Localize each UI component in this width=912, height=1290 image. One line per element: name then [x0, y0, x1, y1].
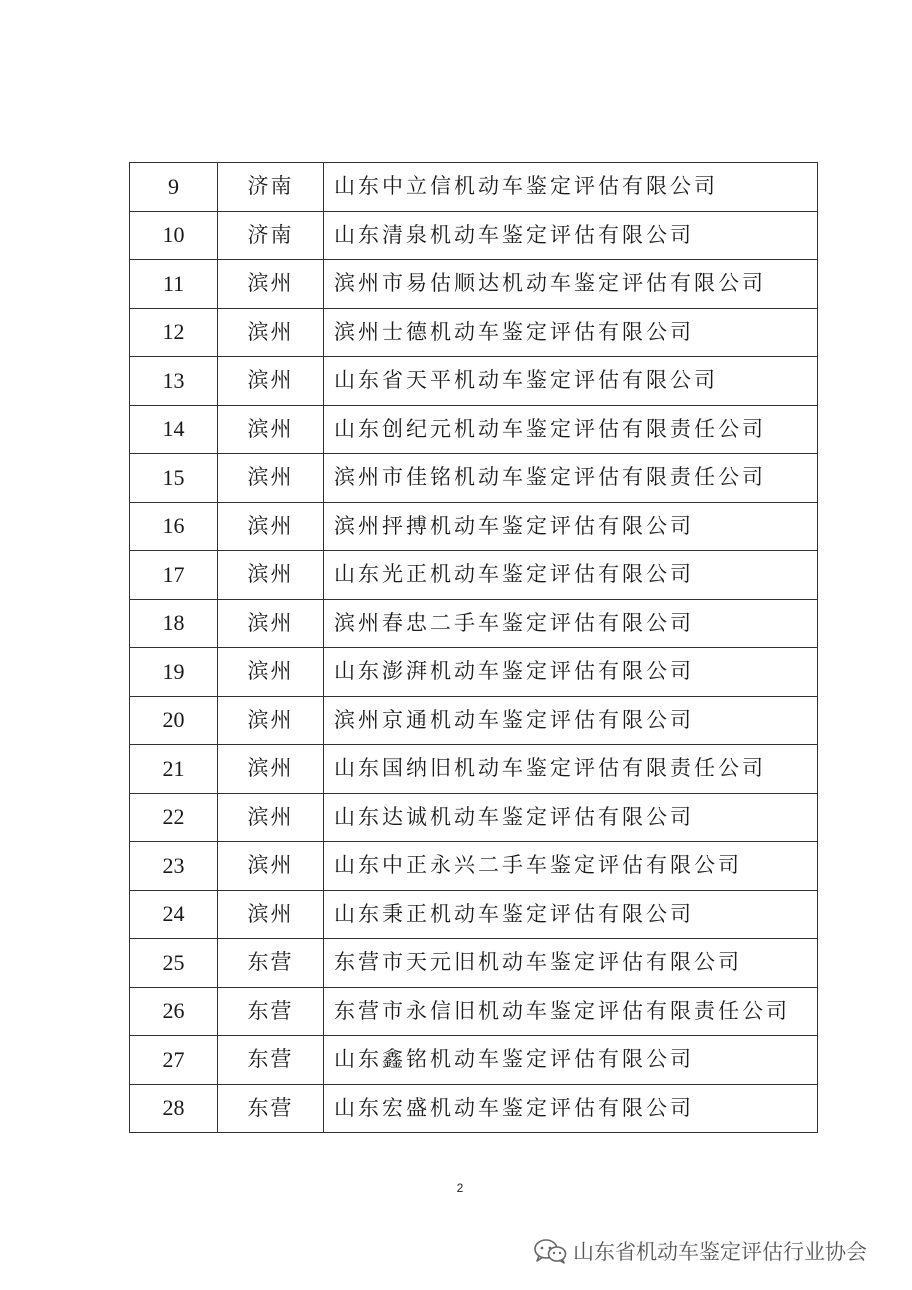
company-name-cell: 滨州市佳铭机动车鉴定评估有限责任公司 [324, 454, 818, 503]
company-name-cell: 山东光正机动车鉴定评估有限公司 [324, 551, 818, 600]
row-number-cell: 19 [130, 648, 218, 697]
city-cell: 东营 [218, 939, 324, 988]
city-cell: 滨州 [218, 842, 324, 891]
table-row [130, 890, 818, 939]
table-row [130, 648, 818, 697]
table-body [130, 163, 818, 1133]
company-name-cell: 山东中正永兴二手车鉴定评估有限公司 [324, 842, 818, 891]
company-name-cell: 山东澎湃机动车鉴定评估有限公司 [324, 648, 818, 697]
company-name-cell: 山东秉正机动车鉴定评估有限公司 [324, 890, 818, 939]
company-name-cell: 山东清泉机动车鉴定评估有限公司 [324, 211, 818, 260]
company-name-cell: 山东宏盛机动车鉴定评估有限公司 [324, 1084, 818, 1133]
city-cell: 滨州 [218, 502, 324, 551]
company-name-cell: 东营市天元旧机动车鉴定评估有限公司 [324, 939, 818, 988]
row-number-cell: 22 [130, 793, 218, 842]
city-cell: 滨州 [218, 793, 324, 842]
company-name-cell: 山东中立信机动车鉴定评估有限公司 [324, 163, 818, 212]
table-row [130, 1084, 818, 1133]
city-cell: 滨州 [218, 308, 324, 357]
city-cell: 滨州 [218, 260, 324, 309]
table-row [130, 454, 818, 503]
company-name-cell: 山东国纳旧机动车鉴定评估有限责任公司 [324, 745, 818, 794]
page-number: 2 [456, 1181, 464, 1195]
city-cell: 济南 [218, 211, 324, 260]
company-name-cell: 滨州京通机动车鉴定评估有限公司 [324, 696, 818, 745]
company-name-cell: 滨州春忠二手车鉴定评估有限公司 [324, 599, 818, 648]
table-row [130, 842, 818, 891]
table-row [130, 163, 818, 212]
row-number-cell: 16 [130, 502, 218, 551]
table-row [130, 1036, 818, 1085]
row-number-cell: 20 [130, 696, 218, 745]
city-cell: 东营 [218, 987, 324, 1036]
row-number-cell: 15 [130, 454, 218, 503]
city-cell: 滨州 [218, 696, 324, 745]
table-row [130, 793, 818, 842]
company-name-cell: 东营市永信旧机动车鉴定评估有限责任公司 [324, 987, 818, 1036]
row-number-cell: 27 [130, 1036, 218, 1085]
row-number-cell: 21 [130, 745, 218, 794]
city-cell: 滨州 [218, 745, 324, 794]
table-row [130, 696, 818, 745]
watermark-text: 山东省机动车鉴定评估行业协会 [573, 1240, 867, 1264]
city-cell: 滨州 [218, 551, 324, 600]
row-number-cell: 13 [130, 357, 218, 406]
row-number-cell: 14 [130, 405, 218, 454]
wechat-watermark [533, 1236, 867, 1266]
city-cell: 东营 [218, 1036, 324, 1085]
row-number-cell: 17 [130, 551, 218, 600]
city-cell: 滨州 [218, 648, 324, 697]
table-row [130, 987, 818, 1036]
row-number-cell: 9 [130, 163, 218, 212]
row-number-cell: 11 [130, 260, 218, 309]
row-number-cell: 12 [130, 308, 218, 357]
table-row [130, 308, 818, 357]
city-cell: 滨州 [218, 405, 324, 454]
city-cell: 济南 [218, 163, 324, 212]
table-row [130, 502, 818, 551]
row-number-cell: 25 [130, 939, 218, 988]
row-number-cell: 26 [130, 987, 218, 1036]
company-name-cell: 山东达诚机动车鉴定评估有限公司 [324, 793, 818, 842]
row-number-cell: 28 [130, 1084, 218, 1133]
company-list-table [129, 162, 818, 1133]
city-cell: 滨州 [218, 454, 324, 503]
wechat-icon [533, 1238, 567, 1264]
city-cell: 东营 [218, 1084, 324, 1133]
company-name-cell: 滨州市易估顺达机动车鉴定评估有限公司 [324, 260, 818, 309]
row-number-cell: 23 [130, 842, 218, 891]
table-row [130, 939, 818, 988]
row-number-cell: 24 [130, 890, 218, 939]
city-cell: 滨州 [218, 599, 324, 648]
company-name-cell: 山东省天平机动车鉴定评估有限公司 [324, 357, 818, 406]
table-row [130, 745, 818, 794]
table-row [130, 551, 818, 600]
company-name-cell: 山东鑫铭机动车鉴定评估有限公司 [324, 1036, 818, 1085]
row-number-cell: 18 [130, 599, 218, 648]
city-cell: 滨州 [218, 890, 324, 939]
row-number-cell: 10 [130, 211, 218, 260]
company-name-cell: 滨州士德机动车鉴定评估有限公司 [324, 308, 818, 357]
table-row [130, 260, 818, 309]
company-name-cell: 滨州抨搏机动车鉴定评估有限公司 [324, 502, 818, 551]
company-name-cell: 山东创纪元机动车鉴定评估有限责任公司 [324, 405, 818, 454]
table-row [130, 599, 818, 648]
table-row [130, 357, 818, 406]
table-row [130, 211, 818, 260]
table-row [130, 405, 818, 454]
city-cell: 滨州 [218, 357, 324, 406]
